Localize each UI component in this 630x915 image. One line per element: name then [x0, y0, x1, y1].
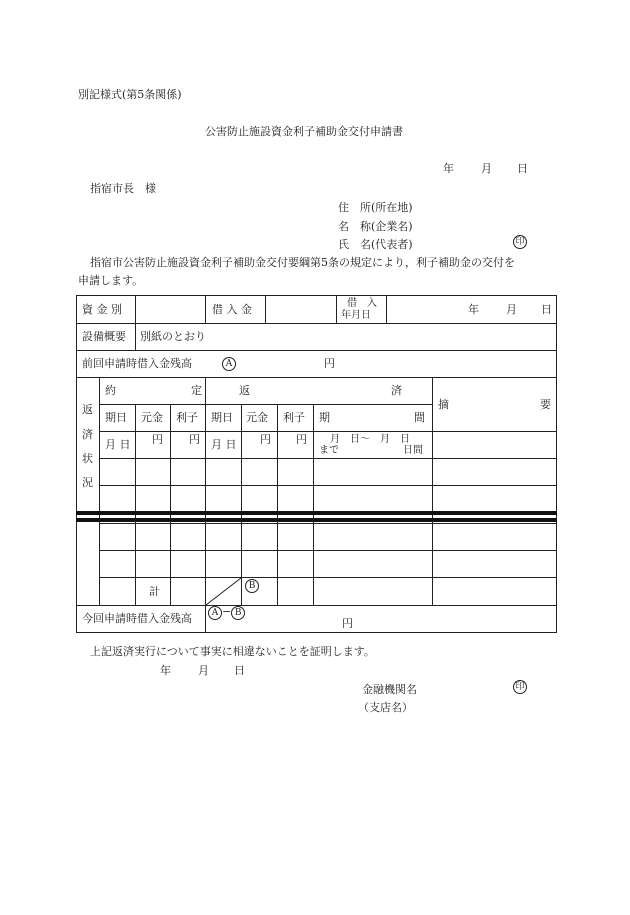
col-interest-2: 利子	[283, 411, 305, 424]
cert-date-month: 月	[198, 664, 209, 677]
col-period-right: 間	[414, 411, 425, 424]
unit-period-until: まで	[319, 445, 339, 456]
summary-header-left: 摘	[438, 398, 449, 411]
prev-balance-yen: 円	[324, 357, 335, 370]
unit-yen-1: 円	[152, 433, 163, 446]
applicant-rep-label: 氏 名(代表者)	[338, 238, 413, 251]
loan-date-day: 日	[541, 303, 552, 316]
repay-header-right: 済	[391, 384, 402, 397]
col-principal-2: 元金	[246, 411, 268, 424]
loan-amount-label: 借 入 金	[212, 303, 252, 316]
unit-period-top: 月 日〜 月 日	[330, 434, 410, 445]
facility-overview-label: 設備概要	[82, 330, 126, 343]
bank-seal-icon: 印	[513, 680, 527, 694]
date-month: 月	[481, 162, 492, 175]
circle-a-icon: A	[208, 606, 222, 620]
circle-b-icon: B	[245, 579, 259, 593]
unit-period-days: 日間	[403, 445, 423, 456]
date-year: 年	[443, 162, 454, 175]
contract-header-right: 定	[191, 384, 202, 397]
unit-month-day-1: 月 日	[105, 438, 131, 451]
repayment-status-char-2: 済	[82, 428, 93, 441]
total-label: 計	[149, 585, 160, 598]
body-text-line1: 指宿市公害防止施設資金利子補助金交付要綱第5条の規定により，利子補助金の交付を	[90, 256, 515, 269]
form-label: 別記様式(第5条関係)	[78, 88, 182, 101]
col-due-date-2: 期日	[211, 411, 233, 424]
repayment-status-char-4: 況	[82, 476, 93, 489]
summary-header-right: 要	[540, 398, 551, 411]
loan-date-label-top: 借 入	[347, 298, 377, 309]
col-principal-1: 元金	[141, 411, 163, 424]
loan-date-year: 年	[468, 303, 479, 316]
cert-date-year: 年	[160, 664, 171, 677]
unit-yen-2: 円	[189, 433, 200, 446]
facility-overview-value: 別紙のとおり	[140, 330, 206, 343]
addressee: 指宿市長 様	[90, 182, 156, 195]
a-minus-b-formula	[208, 605, 245, 620]
current-balance-label: 今回申請時借入金残高	[82, 612, 192, 625]
seal-icon: 印	[513, 235, 527, 249]
unit-yen-4: 円	[296, 433, 307, 446]
page-title: 公害防止施設資金利子補助金交付申請書	[205, 125, 403, 138]
loan-date-month: 月	[506, 303, 517, 316]
branch-name-label: （支店名）	[358, 701, 413, 714]
repayment-status-char-1: 返	[82, 403, 93, 416]
repay-header-left: 返	[239, 384, 250, 397]
current-balance-yen: 円	[342, 617, 353, 630]
applicant-name-label: 名 称(企業名)	[338, 220, 413, 233]
certification-text: 上記返済実行について事実に相違ないことを証明します。	[90, 645, 375, 658]
contract-header-left: 約	[105, 384, 116, 397]
prev-balance-label: 前回申請時借入金残高	[82, 357, 192, 370]
col-interest-1: 利子	[176, 411, 198, 424]
applicant-address-label: 住 所(所在地)	[338, 201, 413, 214]
cert-date-day: 日	[234, 664, 245, 677]
body-text-line2: 申請します。	[78, 274, 144, 287]
circle-a-icon: A	[222, 357, 236, 371]
minus-sign: −	[222, 605, 232, 618]
loan-date-label-bottom: 年月日	[341, 310, 371, 321]
col-period-left: 期	[319, 411, 330, 424]
col-due-date-1: 期日	[105, 411, 127, 424]
date-day: 日	[517, 162, 528, 175]
bank-name-label: 金融機関名	[362, 683, 417, 696]
unit-yen-3: 円	[260, 433, 271, 446]
circle-b-icon: B	[231, 606, 245, 620]
repayment-status-char-3: 状	[82, 452, 93, 465]
unit-month-day-2: 月 日	[211, 438, 237, 451]
fund-type-label: 資 金 別	[82, 303, 122, 316]
